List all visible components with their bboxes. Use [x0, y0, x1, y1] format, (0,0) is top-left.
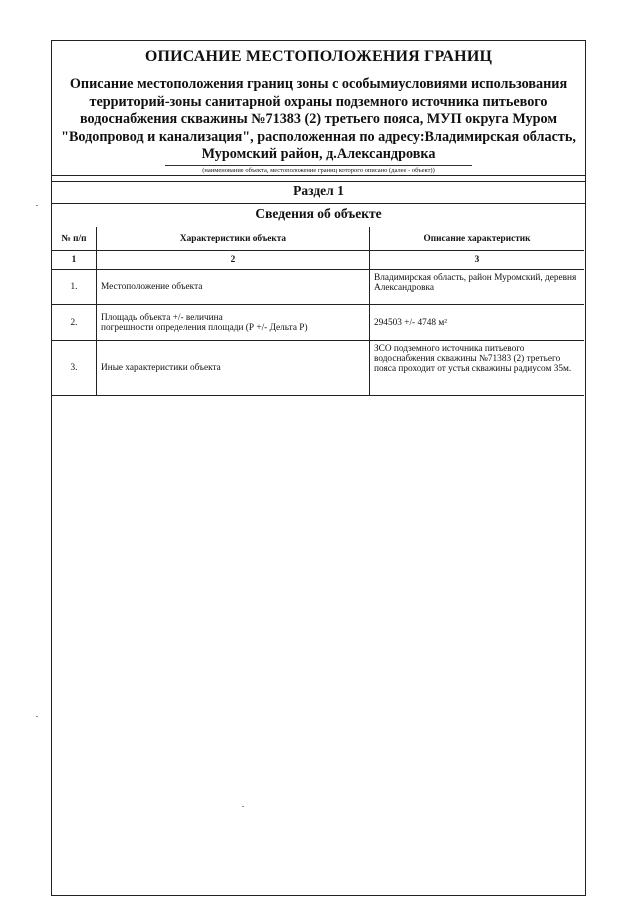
table-row: [52, 270, 584, 305]
header-description: Описание характеристик: [370, 227, 585, 251]
header-characteristic: Характеристики объекта: [97, 227, 370, 251]
description-line: водоснабжения скважины №71383 (2) третьего пояса, МУП округа Муром: [79, 111, 557, 127]
table-row: [52, 305, 584, 341]
row-characteristic-line: Площадь объекта +/- величина: [101, 312, 223, 323]
index-cell: 1: [52, 251, 97, 270]
object-info-table: [52, 227, 584, 396]
section-title: Раздел 1: [293, 183, 344, 198]
scan-speck: [242, 806, 244, 807]
document-frame: [51, 40, 586, 896]
divider: [52, 175, 585, 176]
row-characteristic-line: погрешности определения площади (Р +/- Дельта Р): [101, 322, 308, 333]
section-subtitle: Сведения об объекте: [255, 206, 382, 221]
row-number: 3.: [52, 341, 97, 396]
description-line: Описание местоположения границ зоны с особымиусловиями использования: [69, 76, 568, 92]
scan-speck: [36, 716, 38, 717]
table-row: [52, 341, 584, 396]
row-characteristic: Местоположение объекта: [97, 270, 370, 305]
scan-speck: [36, 205, 38, 206]
row-description: Владимирская область, район Муромский, деревня Александровка: [370, 270, 585, 305]
description-line: "Водопровод и канализация", расположенная по адресу:Владимирская область,: [61, 128, 576, 145]
divider: [52, 203, 585, 204]
table-index-row: [52, 251, 584, 270]
index-cell: 3: [370, 251, 585, 270]
row-description: 294503 +/- 4748 м²: [370, 305, 585, 341]
row-number: 1.: [52, 270, 97, 305]
row-characteristic: [97, 305, 370, 341]
row-number: 2.: [52, 305, 97, 341]
index-cell: 2: [97, 251, 370, 270]
table-header-row: [52, 227, 584, 251]
object-note: (наименование объекта, местоположение границ которого описано (далее - объект)): [165, 165, 472, 174]
row-characteristic: Иные характеристики объекта: [97, 341, 370, 396]
divider: [52, 181, 585, 182]
row-description: ЗСО подземного источника питьевого водоснабжения скважины №71383 (2) третьего пояса проходит от устья скважины радиусом 35м.: [370, 341, 585, 396]
document-title: ОПИСАНИЕ МЕСТОПОЛОЖЕНИЯ ГРАНИЦ: [144, 48, 493, 65]
header-number: № п/п: [52, 227, 97, 251]
object-description: [58, 76, 579, 164]
description-line: Муромский район, д.Александровка: [201, 146, 436, 162]
description-line: территорий-зоны санитарной охраны подземного источника питьевого: [89, 93, 548, 110]
